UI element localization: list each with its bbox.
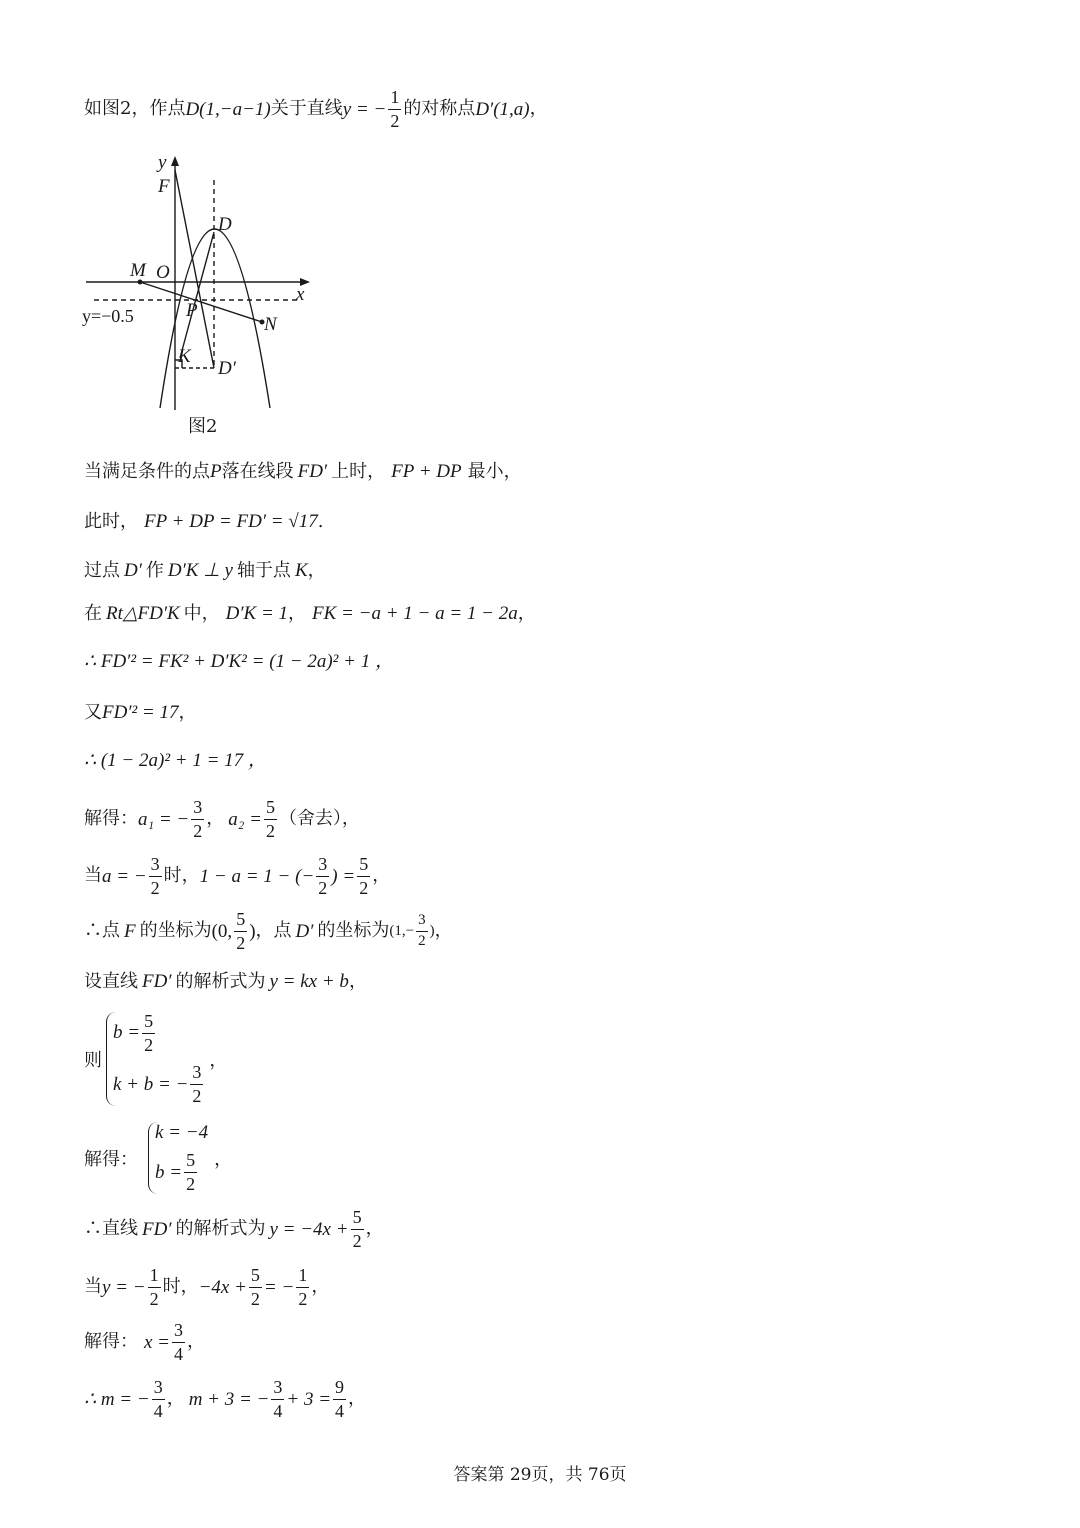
system-row: [113, 1012, 205, 1055]
text: .: [317, 510, 324, 532]
text: 的解析式为: [175, 970, 266, 992]
text: ，: [517, 602, 536, 624]
fraction: $\frac{3}{2}$: [192, 1062, 202, 1107]
math: (0,: [211, 920, 233, 942]
text: 时，: [162, 1276, 199, 1298]
fraction: $\frac{9}{4}$: [335, 1377, 345, 1421]
line-1: [84, 88, 548, 131]
fraction: $\frac{5}{2}$: [359, 854, 369, 898]
text: 落在线段: [221, 460, 294, 482]
math: y = −: [102, 1276, 146, 1298]
equation-system-1: [84, 1012, 227, 1106]
math: FD′: [142, 971, 172, 992]
math: P: [210, 461, 222, 482]
math: FP + DP: [391, 461, 462, 482]
fraction: $\frac{3}{2}$: [193, 797, 203, 841]
label-M: M: [130, 260, 146, 281]
line-17: [84, 1321, 205, 1364]
text: 关于直线: [270, 98, 343, 120]
fraction: $\frac{3}{4}$: [273, 1377, 283, 1421]
line-4: [84, 561, 326, 580]
text: ，: [206, 808, 225, 830]
fraction: $\frac{3}{4}$: [153, 1377, 163, 1421]
system-row: [113, 1063, 205, 1106]
text: ，: [529, 98, 548, 120]
math: Rt△FD′K: [106, 603, 180, 624]
math: y = −4x +: [269, 1218, 349, 1240]
text: 又: [84, 701, 102, 723]
math: + 3 =: [286, 1388, 332, 1410]
text: ，: [214, 1149, 233, 1170]
math: a₂ =: [228, 808, 262, 830]
fraction: $\frac{3}{2}$: [418, 912, 426, 949]
text: ，: [288, 602, 307, 624]
fraction: $\frac{5}{2}$: [236, 909, 246, 953]
line-11: [84, 910, 453, 953]
text: 上时，: [331, 460, 386, 482]
text: 轴于点: [236, 559, 291, 581]
label-D: D: [218, 214, 232, 235]
fraction: $\frac{3}{2}$: [150, 854, 160, 898]
math: ): [429, 922, 435, 939]
text: 则: [84, 1050, 102, 1071]
line-16: [84, 1266, 329, 1309]
math: −4x +: [198, 1276, 247, 1298]
label-O: O: [156, 262, 170, 283]
math: F: [124, 920, 136, 942]
label-P: P: [186, 300, 198, 321]
page-footer: 答案第 29页，共 76页: [453, 1465, 627, 1485]
math: FD′: [142, 1218, 172, 1240]
line-18: [84, 1378, 366, 1421]
math: ∴ m = −: [84, 1388, 150, 1410]
math: y = −: [342, 98, 387, 120]
text: 当: [84, 865, 102, 887]
figure-caption: 图2: [188, 416, 218, 437]
text: ，: [365, 1218, 384, 1240]
text: ，: [311, 1276, 330, 1298]
math: K: [294, 560, 308, 581]
text: ，: [372, 865, 391, 887]
fraction: $\frac{5}{2}$: [144, 1011, 154, 1055]
equation-system-2: [84, 1122, 232, 1194]
text: ，: [166, 1388, 185, 1410]
text: 当: [84, 1276, 102, 1298]
math: k + b = −: [113, 1073, 189, 1095]
math: ∴ FD′² = FK² + D′K² = (1 − 2a)² + 1 ，: [84, 651, 394, 672]
math: m + 3 = −: [188, 1388, 270, 1410]
text: ∴点: [84, 920, 120, 942]
math: b =: [155, 1161, 183, 1183]
math: ) =: [331, 865, 356, 887]
text: 作: [145, 559, 164, 581]
text: ，: [187, 1331, 206, 1353]
label-D-prime: D′: [218, 358, 236, 379]
text: 的坐标为: [317, 920, 390, 942]
label-F: F: [158, 176, 170, 197]
line-8: [84, 751, 267, 770]
system-row: [155, 1151, 208, 1194]
math: ∴ (1 − 2a)² + 1 = 17 ，: [84, 750, 267, 771]
math: ): [249, 920, 256, 942]
line-12: [84, 972, 367, 991]
text: ∴直线: [84, 1218, 138, 1240]
fraction: $\frac{1}{2}$: [390, 87, 400, 131]
line-9: [84, 798, 360, 841]
fraction: $\frac{5}{2}$: [352, 1207, 362, 1251]
text: 如图2，作点: [84, 98, 186, 120]
text: 时，: [163, 865, 200, 887]
text: 当满足条件的点: [84, 460, 210, 482]
math: FK = −a + 1 − a = 1 − 2a: [312, 603, 518, 624]
fraction: $\frac{3}{4}$: [174, 1320, 184, 1364]
text: （舍去），: [278, 808, 360, 830]
line-7: [84, 703, 197, 722]
math: FP + DP = FD′ = √17: [144, 511, 318, 532]
text: ，: [307, 559, 326, 581]
text: 的坐标为: [139, 920, 212, 942]
math: x =: [144, 1331, 171, 1353]
text: 解得：: [84, 808, 138, 830]
math: a₁ = −: [138, 808, 190, 830]
x-axis-label: x: [296, 284, 305, 305]
text: ，: [209, 1050, 228, 1071]
line-15: [84, 1208, 384, 1251]
dashed-line-label: y=−0.5: [82, 306, 134, 326]
text: 解得：: [84, 1149, 138, 1170]
fraction: $\frac{1}{2}$: [149, 1265, 159, 1309]
math: D′K = 1: [225, 603, 289, 624]
text: 解得：: [84, 1331, 138, 1353]
text: 过点: [84, 559, 120, 581]
text: 的对称点: [403, 98, 476, 120]
math: y = kx + b: [269, 971, 349, 992]
label-N: N: [264, 314, 277, 335]
fraction: $\frac{3}{2}$: [318, 854, 328, 898]
text: 中，: [183, 602, 220, 624]
text: 的解析式为: [175, 1218, 266, 1240]
text: ，: [348, 1388, 367, 1410]
line-6: [84, 652, 394, 671]
math: FD′: [297, 461, 328, 482]
fraction: $\frac{5}{2}$: [250, 1265, 260, 1309]
line-2: [84, 462, 522, 481]
text: 最小，: [467, 460, 522, 482]
y-axis-label: y: [158, 152, 167, 173]
label-K: K: [178, 346, 191, 367]
figure-2: [78, 150, 328, 445]
math: a = −: [102, 865, 147, 887]
fraction: $\frac{5}{2}$: [186, 1150, 196, 1195]
text: 此时，: [84, 510, 138, 532]
math: 1 − a = 1 − (−: [199, 865, 315, 887]
line-5: [84, 604, 536, 623]
math: D′: [124, 560, 142, 581]
text: ，: [348, 970, 367, 992]
text: 在: [84, 602, 102, 624]
fraction: $\frac{5}{2}$: [265, 797, 275, 841]
math: D′: [295, 920, 314, 942]
text: 设直线: [84, 970, 138, 992]
math: = −: [263, 1276, 295, 1298]
system-row: [155, 1122, 208, 1144]
math: (1,−: [389, 922, 415, 939]
text: ，: [434, 920, 453, 942]
text: ，点: [255, 920, 292, 942]
math: k = −4: [155, 1122, 209, 1143]
math: FD′² = 17: [102, 702, 179, 723]
text: ，: [178, 701, 197, 723]
fraction: $\frac{1}{2}$: [298, 1265, 308, 1309]
math: D(1,−a−1): [185, 98, 271, 120]
line-10: [84, 855, 390, 898]
math: D′K ⊥ y: [167, 560, 233, 581]
line-3: [84, 512, 323, 531]
math: b =: [113, 1022, 141, 1044]
math: D′(1,a): [475, 98, 530, 120]
